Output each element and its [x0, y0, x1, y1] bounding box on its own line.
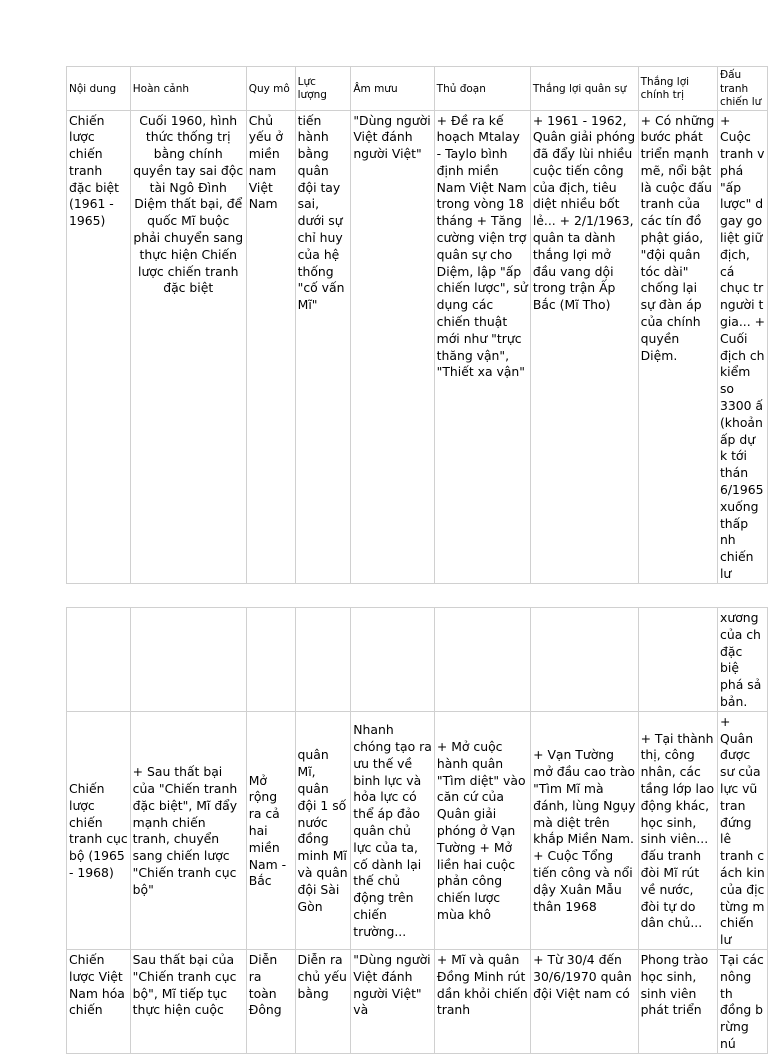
cell-noi-dung: Chiến lược Việt Nam hóa chiến [67, 949, 131, 1053]
history-table-page-2 [66, 607, 768, 1054]
cell-noi-dung: Chiến lược chiến tranh đặc biệt (1961 - 1965) [67, 110, 131, 583]
cell-hoan-canh: Cuối 1960, hình thức thống trị bằng chính quyền tay sai độc tài Ngô Đình Diệm thất bại, để quốc Mĩ buộc phải chuyển sang thực hiện Chiến lược chiến tranh đặc biệt [130, 110, 246, 583]
header-hoan-canh: Hoàn cảnh [130, 67, 246, 111]
history-table-page-1 [66, 66, 768, 584]
cell-quy-mo: Chủ yếu ở miền nam Việt Nam [246, 110, 295, 583]
cell-dau-tranh: + Cuộc tranh v phá "ấp lược" d gay go liệt giữ địch, cá chục tr người t gia... + Cuối địch ch kiểm so 3300 ấ (khoản ấp dự k tới thán 6/1965 xuống thấp nh chiến lư [717, 110, 767, 583]
header-noi-dung: Nội dung [67, 67, 131, 111]
cell-dau-tranh: + Quân được sư của lực vũ tran đứng lê tranh c ách kin của địc từng m chiến lư [718, 711, 768, 949]
cell-thang-loi-chinh-tri: Phong trào học sinh, sinh viên phát triển [638, 949, 717, 1053]
cell-dau-tranh: Tại các nông th đồng b rừng nú [718, 949, 768, 1053]
header-thang-loi-quan-su: Thắng lợi quân sự [530, 67, 638, 111]
cell-thu-doan: + Mĩ và quân Đồng Minh rút dần khỏi chiến tranh [434, 949, 530, 1053]
cell-luc-luong: tiến hành bằng quân đội tay sai, dưới sự chỉ huy của hệ thống "cố vấn Mĩ" [295, 110, 351, 583]
table-row [67, 949, 768, 1053]
cell-quy-mo: Mở rộng ra cả hai miền Nam - Bắc [246, 711, 295, 949]
header-thu-doan: Thủ đoạn [434, 67, 530, 111]
cell-thang-loi-chinh-tri: + Tại thành thị, công nhân, các tầng lớp lao động khác, học sinh, sinh viên... đấu tranh đòi Mĩ rút về nước, đòi tự do dân chủ... [638, 711, 717, 949]
table-header-row [67, 67, 768, 111]
cell-am-muu: "Dùng người Việt đánh người Việt" và [351, 949, 435, 1053]
cell-thu-doan: + Đề ra kế hoạch Mtalay - Taylo bình định miền Nam Việt Nam trong vòng 18 tháng + Tăng cường viện trợ quân sự cho Diệm, lập "ấp chiến lược", sử dụng các chiến thuật mới như "trực thăng vận", "Thiết xa vận" [434, 110, 530, 583]
header-thang-loi-chinh-tri: Thắng lợi chính trị [638, 67, 717, 111]
header-dau-tranh: Đấu tranh chiến lư [717, 67, 767, 111]
table-row [67, 110, 768, 583]
table-row [67, 711, 768, 949]
cell-thu-doan: + Mở cuộc hành quân "Tìm diệt" vào căn cứ của Quân giải phóng ở Vạn Tường + Mở liền hai cuộc phản công chiến lược mùa khô [434, 711, 530, 949]
cell-noi-dung: Chiến lược chiến tranh cục bộ (1965 - 1968) [67, 711, 131, 949]
cell-thang-loi-quan-su: + 1961 - 1962, Quân giải phóng đã đẩy lùi nhiều cuộc tiến công của địch, tiêu diệt nhiều bốt lẻ... + 2/1/1963, quân ta dành thắng lợi mở đầu vang dội trong trận Ấp Bắc (Mĩ Tho) [530, 110, 638, 583]
cell-hoan-canh: + Sau thất bại của "Chiến tranh đặc biệt", Mĩ đẩy mạnh chiến tranh, chuyển sang chiến lược "Chiến tranh cục bộ" [130, 711, 246, 949]
cell-dau-tranh-continued: xương của ch đặc biệ phá sả bản. [718, 608, 768, 712]
table-row [67, 608, 768, 712]
header-quy-mo: Quy mô [246, 67, 295, 111]
cell-luc-luong: Diễn ra chủ yếu bằng [295, 949, 351, 1053]
cell-luc-luong: quân Mĩ, quân đội 1 số nước đồng minh Mĩ và quân đội Sài Gòn [295, 711, 351, 949]
cell-thang-loi-quan-su: + Vạn Tường mở đầu cao trào "Tìm Mĩ mà đánh, lùng Ngụy mà diệt trên khắp Miền Nam. + Cuộc Tổng tiến công và nổi dậy Xuân Mẫu thân 1968 [531, 711, 638, 949]
cell-thang-loi-chinh-tri: + Có những bước phát triển mạnh mẽ, nổi bật là cuộc đấu tranh của các tín đồ phật giáo, "đội quân tóc dài" chống lại sự đàn áp của chính quyền Diệm. [638, 110, 717, 583]
cell-am-muu: "Dùng người Việt đánh người Việt" [351, 110, 434, 583]
cell-thang-loi-quan-su: + Từ 30/4 đến 30/6/1970 quân đội Việt nam có [531, 949, 638, 1053]
cell-hoan-canh: Sau thất bại của "Chiến tranh cục bộ", Mĩ tiếp tục thực hiện cuộc [130, 949, 246, 1053]
header-luc-luong: Lực lượng [295, 67, 351, 111]
header-am-muu: Âm mưu [351, 67, 434, 111]
cell-quy-mo: Diễn ra toàn Đông [246, 949, 295, 1053]
cell-am-muu: Nhanh chóng tạo ra ưu thế về binh lực và hỏa lực có thể áp đảo quân chủ lực của ta, cố dành lại thế chủ động trên chiến trường... [351, 711, 435, 949]
